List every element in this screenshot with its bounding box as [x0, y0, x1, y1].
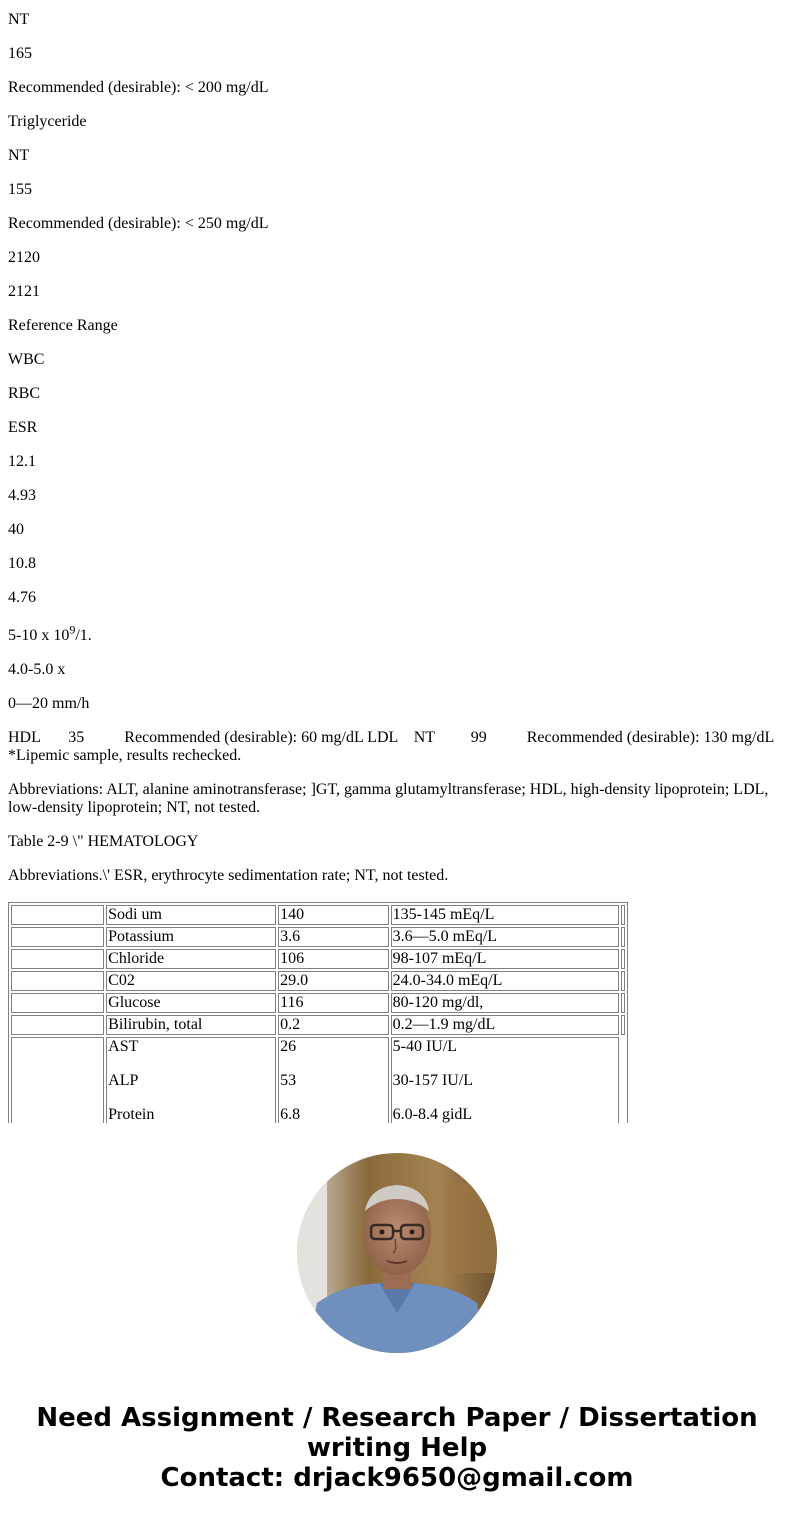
text-line: WBC	[8, 351, 45, 368]
test-name-cell: Bilirubin, total	[106, 1015, 276, 1035]
author-photo	[297, 1153, 497, 1353]
promo-banner	[0, 1403, 794, 1493]
document-body	[8, 11, 794, 901]
test-value-cell	[278, 1037, 389, 1123]
table-cell-empty	[11, 905, 104, 925]
test-name: AST	[108, 1038, 139, 1055]
reference-range: 6.0-8.4 gidL	[392, 1106, 473, 1123]
test-value-cell: 140	[278, 905, 389, 925]
table-cell-empty	[11, 927, 104, 947]
lipemic-note: *Lipemic sample, results rechecked.	[8, 747, 242, 764]
test-name-cell: Potassium	[106, 927, 276, 947]
reference-range-cell: 98-107 mEq/L	[391, 949, 619, 969]
promo-line: writing Help	[306, 1433, 488, 1463]
table-title: Table 2-9 \" HEMATOLOGY	[8, 833, 199, 850]
test-value-cell: 0.2	[278, 1015, 389, 1035]
reference-range-cell	[391, 1037, 619, 1123]
table-cell-empty	[11, 993, 104, 1013]
text-line: NT	[8, 147, 30, 164]
test-name: ALP	[108, 1072, 139, 1089]
reference-range: 30-157 IU/L	[392, 1072, 474, 1089]
table-cell-edge	[621, 971, 625, 991]
reference-range-cell: 80-120 mg/dl,	[391, 993, 619, 1013]
table-row	[11, 905, 625, 925]
table-row	[11, 971, 625, 991]
test-name-cell: C02	[106, 971, 276, 991]
table-cell-empty	[11, 949, 104, 969]
text-line: Recommended (desirable): < 250 mg/dL	[8, 215, 269, 232]
table-cell-empty	[11, 971, 104, 991]
chemistry-table	[8, 902, 628, 1123]
test-value-cell: 106	[278, 949, 389, 969]
lipid-line: HDL 35 Recommended (desirable): 60 mg/dL LDL NT 99 Recommended (desirable): 130 mg/dL	[8, 729, 775, 746]
text-line: ESR	[8, 419, 38, 436]
table-cell-edge	[621, 1015, 625, 1035]
rbc-reference-range: 4.0-5.0 x	[8, 661, 66, 678]
text-line: 2121	[8, 283, 40, 300]
table-cell-edge	[621, 949, 625, 969]
test-name-cell	[106, 1037, 276, 1123]
text-line: 12.1	[8, 453, 36, 470]
test-value-cell: 116	[278, 993, 389, 1013]
test-name-cell: Glucose	[106, 993, 276, 1013]
table-row	[11, 927, 625, 947]
esr-reference-range: 0—20 mm/h	[8, 695, 90, 712]
table-cell-edge	[621, 993, 625, 1013]
chemistry-table-container	[8, 902, 628, 1123]
table-cell-empty	[11, 1037, 104, 1123]
text-line: 4.93	[8, 487, 36, 504]
text-line: 10.8	[8, 555, 36, 572]
table-row	[11, 1015, 625, 1035]
test-value: 26	[280, 1038, 297, 1055]
reference-range: 5-40 IU/L	[392, 1038, 458, 1055]
wbc-range-suffix: /1.	[75, 627, 92, 644]
text-line: 165	[8, 45, 32, 62]
reference-range-cell: 135-145 mEq/L	[391, 905, 619, 925]
table-row	[11, 949, 625, 969]
text-line: 40	[8, 521, 24, 538]
reference-range-cell: 0.2—1.9 mg/dL	[391, 1015, 619, 1035]
test-value-cell: 3.6	[278, 927, 389, 947]
wbc-range-base: 5-10 x 10	[8, 627, 70, 644]
table-cell-empty	[11, 1015, 104, 1035]
wbc-reference-range	[8, 622, 794, 645]
promo-contact: Contact: drjack9650@gmail.com	[160, 1463, 634, 1493]
table-cell-blank	[621, 1037, 625, 1123]
reference-range-cell: 24.0-34.0 mEq/L	[391, 971, 619, 991]
test-name-cell: Chloride	[106, 949, 276, 969]
reference-range-cell: 3.6—5.0 mEq/L	[391, 927, 619, 947]
wbc-range-exponent: 9	[69, 622, 76, 637]
test-value-cell: 29.0	[278, 971, 389, 991]
text-line: 2120	[8, 249, 40, 266]
table-row	[11, 1037, 625, 1123]
lipid-block	[8, 729, 794, 765]
table-cell-edge	[621, 927, 625, 947]
text-line: 4.76	[8, 589, 36, 606]
text-line: Triglyceride	[8, 113, 87, 130]
text-line: Recommended (desirable): < 200 mg/dL	[8, 79, 269, 96]
test-value: 53	[280, 1072, 297, 1089]
text-line: RBC	[8, 385, 41, 402]
abbreviations-hematology: Abbreviations.\' ESR, erythrocyte sedimentation rate; NT, not tested.	[8, 867, 449, 884]
test-value: 6.8	[280, 1106, 301, 1123]
promo-line: Need Assignment / Research Paper / Dissertation	[36, 1403, 758, 1433]
portrait-image	[297, 1153, 497, 1353]
table-row	[11, 993, 625, 1013]
test-name-cell: Sodi um	[106, 905, 276, 925]
text-line: 155	[8, 181, 32, 198]
test-name: Protein	[108, 1106, 155, 1123]
table-cell-edge	[621, 905, 625, 925]
text-line: NT	[8, 11, 30, 28]
abbreviations-chemistry: Abbreviations: ALT, alanine aminotransferase; ]GT, gamma glutamyltransferase; HDL, high-density lipoprotein; LDL, low-density lipoprotein; NT, not tested.	[8, 781, 769, 816]
text-line: Reference Range	[8, 317, 118, 334]
